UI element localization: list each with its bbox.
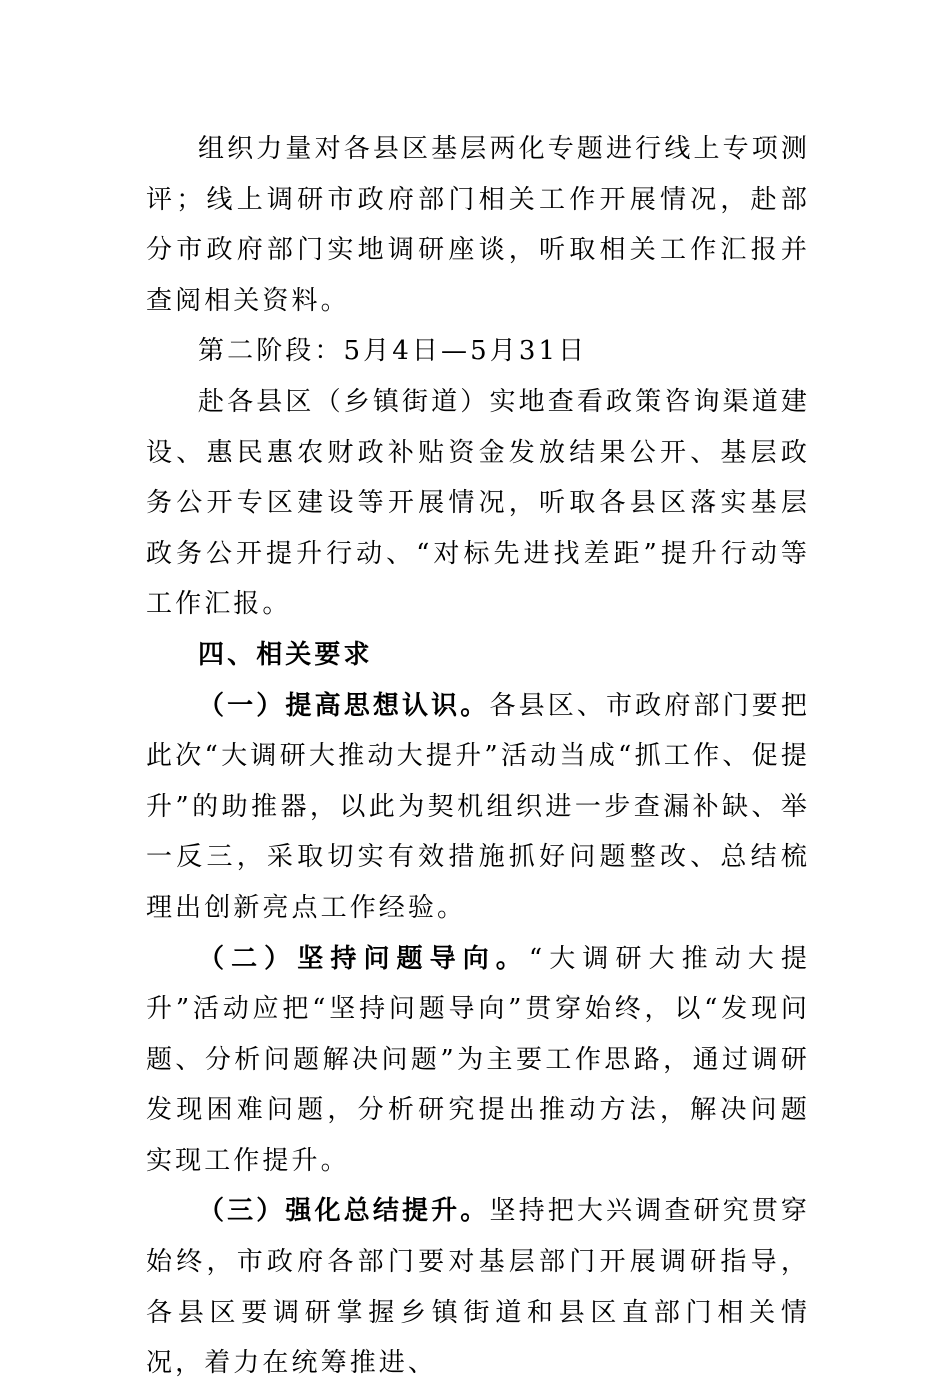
paragraph-stage-two-dates: 第二阶段：5月4日—5月31日 (198, 336, 588, 367)
requirement-3 (146, 1186, 810, 1388)
requirement-1-body: 各县区、市政府部门要把此次“大调研大推动大提升”活动当成“抓工作、促提升”的助推器，以此为契机组织进一步查漏补缺、举一反三，采取切实有效措施抓好问题整改、总结梳理出创新亮点工作经验。 (146, 690, 810, 923)
section-heading-requirements: 四、相关要求 (198, 639, 373, 670)
requirement-3-body: 坚持把大兴调查研究贯穿始终，市政府各部门要对基层部门开展调研指导，各县区要调研掌握乡镇街道和县区直部门相关情况，着力在统筹推进、 (146, 1196, 810, 1379)
requirement-2-body: “大调研大推动大提升”活动应把“坚持问题导向”贯穿始终，以“发现问题、分析问题解决问题”为主要工作思路，通过调研发现困难问题，分析研究提出推动方法，解决问题实现工作提升。 (146, 943, 810, 1176)
requirement-1 (146, 681, 810, 934)
paragraph-research-tasks: 组织力量对各县区基层两化专题进行线上专项测评；线上调研市政府部门相关工作开展情况，赴部分市政府部门实地调研座谈，听取相关工作汇报并查阅相关资料。 (146, 134, 810, 316)
paragraph-stage-two-tasks: 赴各县区（乡镇街道）实地查看政策咨询渠道建设、惠民惠农财政补贴资金发放结果公开、基层政务公开专区建设等开展情况，听取各县区落实基层政务公开提升行动、“对标先进找差距”提升行动等工作汇报。 (146, 386, 810, 620)
requirement-1-title: （一）提高思想认识。 (198, 690, 490, 721)
requirement-2-title: （二）坚持问题导向。 (198, 943, 529, 974)
requirement-2 (146, 934, 810, 1187)
requirement-3-title: （三）强化总结提升。 (198, 1196, 490, 1227)
